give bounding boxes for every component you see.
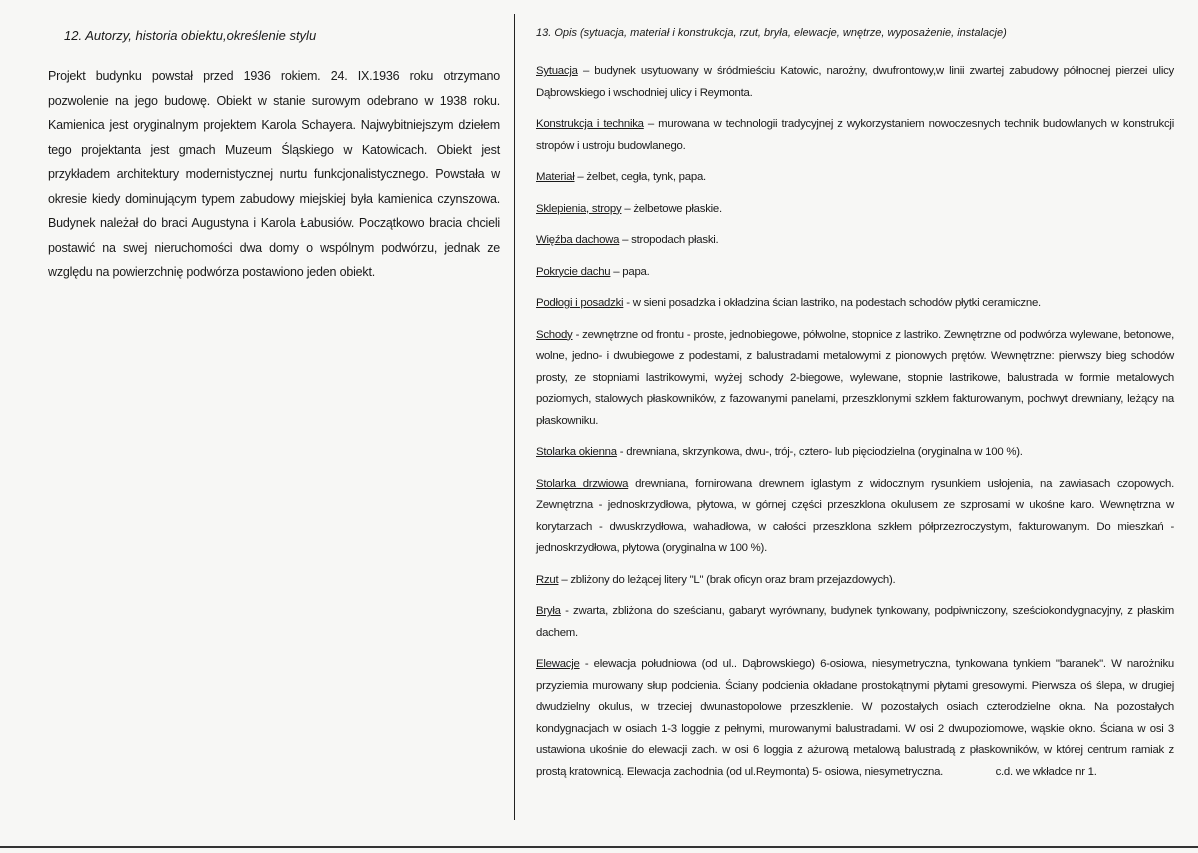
entry-label: Sytuacja — [536, 65, 578, 77]
entry-stolarka-okienna — [536, 442, 1174, 464]
entry-konstrukcja — [536, 114, 1174, 157]
entry-pokrycie — [536, 262, 1174, 284]
section-13-heading: 13. Opis (sytuacja, materiał i konstrukcja, rzut, bryła, elewacje, wnętrze, wyposażenie, instalacje) — [536, 27, 1007, 39]
entry-label: Elewacje — [536, 658, 580, 670]
continuation-note: c.d. we wkładce nr 1. — [995, 765, 1097, 778]
entry-label: Stolarka drzwiowa — [536, 477, 629, 490]
left-column — [48, 26, 500, 285]
entry-label: Schody — [536, 328, 573, 341]
entry-text: – murowana w technologii tradycyjnej z wykorzystaniem nowoczesnych technik budowlanych w konstrukcji stropów i ustroju budowlanego. — [536, 118, 1174, 152]
entry-text: – budynek usytuowany w śródmieściu Katowic, narożny, dwufrontowy,w linii zwartej zabudowy północnej pierzei ulicy Dąbrowskiego i wschodniej ulicy i Reymonta. — [536, 65, 1174, 99]
entry-sytuacja — [536, 61, 1174, 104]
entry-label: Sklepienia, stropy — [536, 202, 622, 215]
entry-text: - zewnętrzne od frontu - proste, jednobiegowe, półwolne, stopnice z lastriko. Zewnętrzne od podwórza wylewane, betonowe, wolne, jedno- i dwubiegowe z podestami, z balustradami metalowymi z pionowych prętów. Wewnętrzne: pierwszy bieg schodów prosty, ze stopniami lastrikowymi, wyżej schody 2-biegowe, wylewane, stopnie lastrikowe, balustrada w formie metalowych poziomych, stalowych płaskowników, z fazowanymi panelami, przeszklonymi szkłem fakturowanym, pochwyt drewniany, leżący na płaskowniku. — [536, 328, 1174, 427]
entry-bryla — [536, 601, 1174, 644]
entry-label: Rzut — [536, 573, 559, 586]
entry-wiezba — [536, 230, 1174, 252]
entry-text: – żelbetowe płaskie. — [621, 202, 722, 215]
entry-label: Bryła — [536, 605, 561, 617]
section-12-paragraph: Projekt budynku powstał przed 1936 rokiem. 24. IX.1936 roku otrzymano pozwolenie na jego budowę. Obiekt w stanie surowym odebrano w 1938 roku. Kamienica jest oryginalnym projektem Karola Schayera. Najwybitniejszym dziełem tego projektanta jest gmach Muzeum Śląskiego w Katowicach. Obiekt jest przykładem architektury modernistycznej nurtu funkcjonalistycznego. Powstała w okresie kiedy dominującym typem zabudowy miejskiej była kamienica czynszowa. Budynek należał do braci Augustyna i Karola Łabusiów. Początkowo bracia chcieli postawić na swej nieruchomości dwa domy o wspólnym podwórzu, jednak ze względu na powierzchnię podwórza postawiono jeden obiekt. — [48, 69, 500, 279]
entry-text: – zbliżony do leżącej litery "L" (brak oficyn oraz bram przejazdowych). — [558, 573, 896, 586]
entry-text: – stropodach płaski. — [619, 234, 719, 246]
entry-text: - zwarta, zbliżona do sześcianu, gabaryt wyrównany, budynek tynkowany, podpiwniczony, sześciokondygnacyjny, z płaskim dachem. — [536, 605, 1174, 639]
entry-material — [536, 167, 1174, 189]
entry-podlogi — [536, 293, 1174, 315]
entry-stolarka-drzwiowa — [536, 474, 1174, 560]
entry-text: drewniana, fornirowana drewnem iglastym z widocznym rysunkiem usłojenia, na zawiasach czopowych. Zewnętrzna - jednoskrzydłowa, płytowa, w górnej części przeszklona okulusem ze szprosami w ukośne karo. Wewnętrzna w korytarzach - dwuskrzydłowa, wahadłowa, w całości przeszklona szkłem półprzezroczystym, fakturowanym. Do mieszkań - jednoskrzydłowa, płytowa (oryginalna w 100 %). — [536, 477, 1174, 554]
entry-text: - drewniana, skrzynkowa, dwu-, trój-, cztero- lub pięciodzielna (oryginalna w 100 %). — [616, 446, 1023, 458]
entry-sklepienia — [536, 199, 1174, 221]
right-column — [536, 24, 1174, 783]
entry-label: Więźba dachowa — [536, 234, 620, 246]
section-12-heading: 12. Autorzy, historia obiektu,określenie stylu — [64, 28, 317, 43]
entry-label: Stolarka okienna — [536, 446, 617, 458]
entry-rzut — [536, 570, 1174, 592]
entry-label: Pokrycie dachu — [536, 265, 611, 278]
entry-text: – żelbet, cegła, tynk, papa. — [574, 171, 706, 183]
entry-text: - w sieni posadzka i okładzina ścian lastriko, na podestach schodów płytki ceramiczne. — [623, 297, 1041, 309]
entry-label: Konstrukcja i technika — [536, 118, 644, 130]
entry-label: Podłogi i posadzki — [536, 297, 624, 309]
entry-text: – papa. — [610, 265, 650, 278]
entry-text: - elewacja południowa (od ul.. Dąbrowskiego) 6-osiowa, niesymetryczna, tynkowana tynkiem "baranek". W narożniku przyziemia murowany słup podcienia. Ściany podcienia okładane prostokątnymi płytami gresowymi. Pierwsza oś ślepa, w drugiej dwudzielny okulus, w trzeciej dwunastopolowe przeszklenie. W pozostałych osiach czterodzielne okna. Na pozostałych kondygnacjach w osiach 1-3 loggie z pełnymi, murowanymi balustradami. W osi 2 dwupoziomowe, wąskie okno. Ściana w osi 3 ustawiona ukośnie do elewacji zach. w osi 6 loggia z ażurową metalową balustradą z płaskowników, w której centrum ramiak z prostą kratownicą. Elewacja zachodnia (od ul.Reymonta) 5- osiowa, niesymetryczna. — [536, 658, 1174, 778]
column-divider — [514, 14, 515, 820]
entry-elewacje — [536, 654, 1174, 783]
entry-schody — [536, 325, 1174, 433]
entry-label: Materiał — [536, 171, 575, 183]
bottom-rule — [0, 846, 1198, 848]
